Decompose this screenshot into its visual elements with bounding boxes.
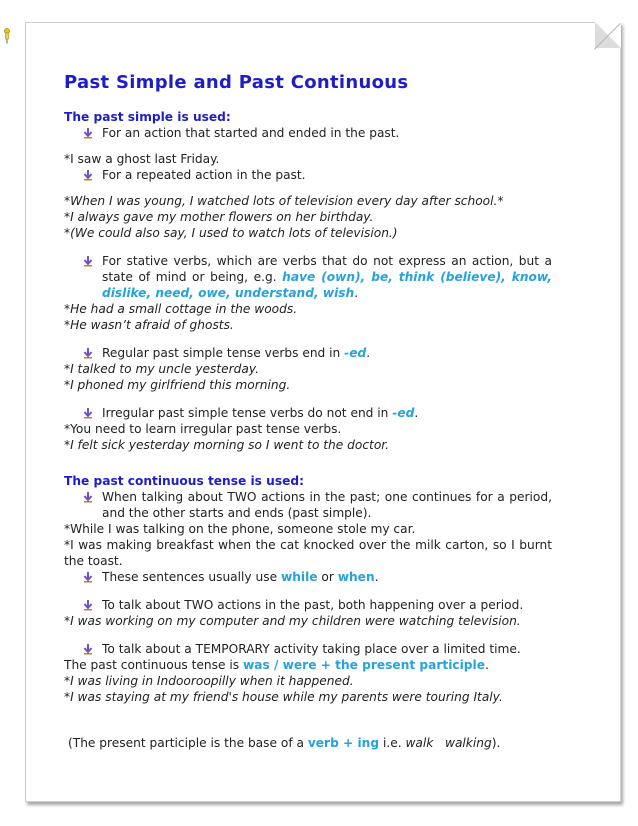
example-text: *I was working on my computer and my children were watching television. [64,614,521,628]
bullet-item [64,345,552,361]
example-text: *I phoned my girlfriend this morning. [64,378,291,392]
ed-suffix: -ed [392,406,415,420]
punctuation: . [354,286,359,300]
example-text: *I talked to my uncle yesterday. [64,362,260,376]
connector-text: or [317,570,338,584]
bullet-text: For an action that started and ended in the past. [102,126,400,140]
document-body [64,72,552,751]
arrow-bullet-icon [82,643,94,655]
arrow-bullet-icon [82,347,94,359]
bullet-item [64,253,552,301]
bullet-text: To talk about a TEMPORARY activity taking place over a limited time. [102,642,521,656]
bullet-item [64,167,552,183]
example-text: *When I was young, I watched lots of television every day after school.* [64,194,504,208]
participle-note [64,735,552,751]
pushpin-icon [2,28,12,44]
form-rule [64,657,552,673]
bullet-text: Regular past simple tense verbs end in [102,346,345,360]
arrow-bullet-icon [82,407,94,419]
bullet-item [64,597,552,613]
note-text: (The present participle is the base of a [68,736,308,750]
example-text: *I always gave my mother flowers on her birthday. [64,210,374,224]
example-text: *He had a small cottage in the woods. [64,302,298,316]
note-text: i.e. [379,736,406,750]
arrow-bullet-icon [82,599,94,611]
example-text: *I was staying at my friend's house while my parents were touring Italy. [64,690,503,704]
bullet-item [64,405,552,421]
example-text: *(We could also say, I used to watch lots of television.) [64,226,398,240]
keyword-when: when [337,570,375,584]
bullet-text: For a repeated action in the past. [102,168,306,182]
example-text: *I was making breakfast when the cat knocked over the milk carton, so I burnt the toast. [64,538,552,568]
keyword-while: while [280,570,318,584]
bullet-text: When talking about TWO actions in the past; one continues for a period, and the other starts and ends (past simple). [102,490,552,520]
bullet-text: For stative verbs, which are verbs that do not express an action, but a state of mind or being, e.g. [102,254,552,284]
bullet-text: Irregular past simple tense verbs do not end in [102,406,393,420]
arrow-bullet-icon [82,169,94,181]
arrow-bullet-icon [82,255,94,267]
example-text: *I felt sick yesterday morning so I went to the doctor. [64,438,390,452]
form-rule-text: The past continuous tense is [64,658,243,672]
example-text: *I saw a ghost last Friday. [64,152,220,166]
arrow-bullet-icon [82,127,94,139]
punctuation: . [366,346,371,360]
section-heading-past-simple: The past simple is used: [64,110,231,124]
stative-verbs-list: have (own), be, think (believe), know, dislike, need, owe, understand, wish [102,270,552,300]
punctuation: . [374,570,379,584]
example-word-walk: walk [405,736,434,750]
example-text: *While I was talking on the phone, someone stole my car. [64,522,416,536]
bullet-text: These sentences usually use [102,570,281,584]
note-text: ). [491,736,501,750]
example-text: *You need to learn irregular past tense verbs. [64,422,342,436]
bullet-item [64,641,552,657]
arrow-bullet-icon [82,491,94,503]
form-formula: was / were + the present participle [242,658,485,672]
section-heading-past-continuous: The past continuous tense is used: [64,474,304,488]
bullet-item [64,569,552,585]
arrow-bullet-icon [82,571,94,583]
example-word-walking: walking [444,736,492,750]
punctuation: . [484,658,489,672]
bullet-text: To talk about TWO actions in the past, both happening over a period. [102,598,524,612]
example-text: *He wasn’t afraid of ghosts. [64,318,234,332]
page-title: Past Simple and Past Continuous [64,72,409,93]
example-text: *I was living in Indooroopilly when it happened. [64,674,354,688]
bullet-item [64,489,552,521]
verb-ing-formula: verb + ing [307,736,380,750]
punctuation: . [414,406,419,420]
ed-suffix: -ed [344,346,367,360]
bullet-item [64,125,552,141]
